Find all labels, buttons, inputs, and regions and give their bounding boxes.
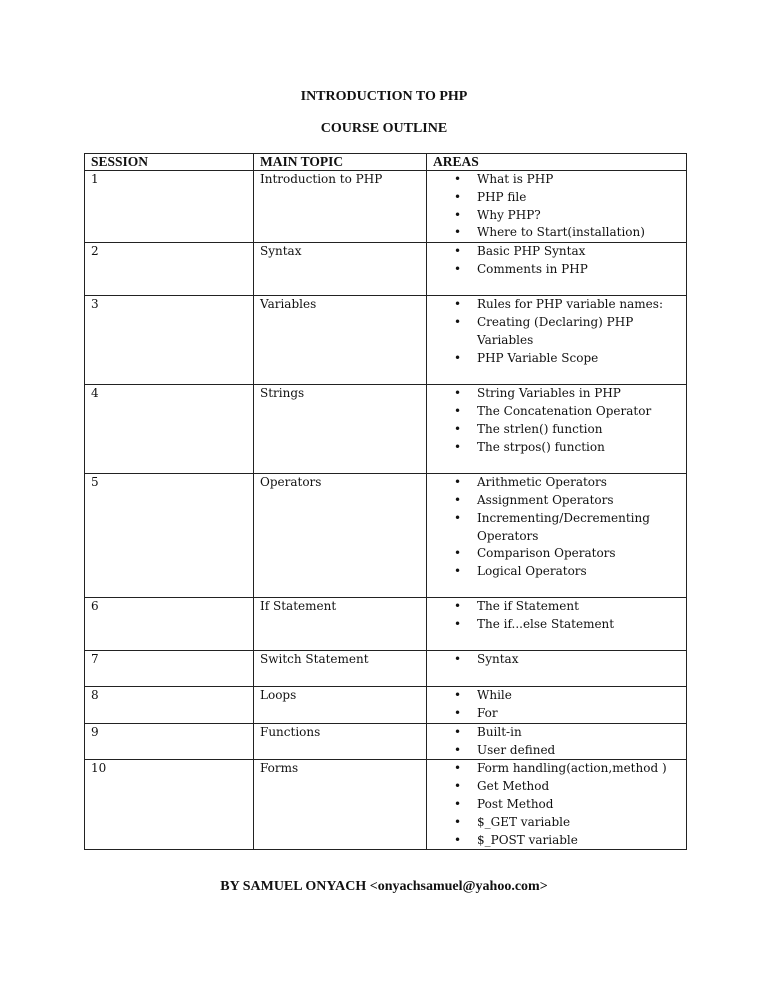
areas-list bbox=[433, 171, 680, 242]
area-text: Where to Start(installation) bbox=[477, 225, 645, 240]
area-text: The strlen() function bbox=[477, 421, 603, 436]
table-row bbox=[85, 598, 687, 651]
table-row bbox=[85, 385, 687, 474]
author-credit: BY SAMUEL ONYACH <onyachsamuel@yahoo.com> bbox=[220, 879, 548, 894]
area-text: $_GET variable bbox=[477, 814, 571, 829]
area-text: Form handling(action,method ) bbox=[477, 761, 667, 776]
session-number: 1 bbox=[85, 171, 254, 243]
session-number: 8 bbox=[85, 687, 254, 724]
area-text: Creating (Declaring) PHP Variables bbox=[477, 314, 634, 347]
bullet-icon: • bbox=[454, 616, 462, 631]
areas-cell bbox=[427, 651, 687, 687]
session-number: 10 bbox=[85, 760, 254, 850]
bullet-icon: • bbox=[454, 796, 462, 811]
areas-cell bbox=[427, 598, 687, 651]
main-topic: Syntax bbox=[254, 243, 427, 296]
list-item bbox=[433, 832, 680, 850]
bullet-icon: • bbox=[454, 261, 462, 276]
area-text: Comments in PHP bbox=[477, 261, 588, 276]
area-text: Arithmetic Operators bbox=[477, 475, 607, 490]
bullet-icon: • bbox=[454, 244, 462, 259]
bullet-icon: • bbox=[454, 814, 462, 829]
area-text: PHP file bbox=[477, 189, 527, 204]
area-text: Syntax bbox=[477, 652, 519, 667]
session-number: 5 bbox=[85, 474, 254, 598]
bullet-icon: • bbox=[454, 705, 462, 720]
main-topic: If Statement bbox=[254, 598, 427, 651]
list-item bbox=[433, 510, 680, 546]
session-number: 7 bbox=[85, 651, 254, 687]
bullet-icon: • bbox=[454, 439, 462, 454]
list-item bbox=[433, 474, 680, 492]
bullet-icon: • bbox=[454, 475, 462, 490]
bullet-icon: • bbox=[454, 761, 462, 776]
area-text: While bbox=[477, 688, 512, 703]
bullet-icon: • bbox=[454, 421, 462, 436]
list-item bbox=[433, 778, 680, 796]
areas-cell bbox=[427, 687, 687, 724]
header-main-topic: MAIN TOPIC bbox=[254, 154, 427, 171]
table-row bbox=[85, 760, 687, 850]
list-item bbox=[433, 207, 680, 225]
header-session: SESSION bbox=[85, 154, 254, 171]
table-row bbox=[85, 474, 687, 598]
area-text: Incrementing/Decrementing Operators bbox=[477, 510, 650, 543]
areas-list bbox=[433, 474, 680, 581]
area-text: $_POST variable bbox=[477, 832, 578, 847]
area-text: Basic PHP Syntax bbox=[477, 244, 586, 259]
bullet-icon: • bbox=[454, 742, 462, 757]
areas-cell bbox=[427, 474, 687, 598]
list-item bbox=[433, 421, 680, 439]
list-item bbox=[433, 545, 680, 563]
table-row bbox=[85, 243, 687, 296]
areas-list bbox=[433, 296, 680, 367]
area-text: Logical Operators bbox=[477, 564, 587, 579]
list-item bbox=[433, 350, 680, 368]
table-row bbox=[85, 651, 687, 687]
bullet-icon: • bbox=[454, 546, 462, 561]
main-topic: Functions bbox=[254, 723, 427, 760]
course-outline-table bbox=[84, 153, 687, 850]
table-row bbox=[85, 687, 687, 724]
session-number: 2 bbox=[85, 243, 254, 296]
bullet-icon: • bbox=[454, 297, 462, 312]
bullet-icon: • bbox=[454, 510, 462, 525]
bullet-icon: • bbox=[454, 225, 462, 240]
main-topic: Strings bbox=[254, 385, 427, 474]
list-item bbox=[433, 687, 680, 705]
areas-cell bbox=[427, 171, 687, 243]
main-topic: Loops bbox=[254, 687, 427, 724]
areas-list bbox=[433, 598, 680, 634]
list-item bbox=[433, 385, 680, 403]
areas-cell bbox=[427, 723, 687, 760]
list-item bbox=[433, 171, 680, 189]
areas-list bbox=[433, 385, 680, 456]
area-text: The if Statement bbox=[477, 599, 579, 614]
list-item bbox=[433, 563, 680, 581]
table-row bbox=[85, 723, 687, 760]
list-item bbox=[433, 261, 680, 279]
area-text: Comparison Operators bbox=[477, 546, 616, 561]
bullet-icon: • bbox=[454, 724, 462, 739]
document-subtitle: COURSE OUTLINE bbox=[320, 121, 448, 136]
list-item bbox=[433, 296, 680, 314]
bullet-icon: • bbox=[454, 832, 462, 847]
main-topic: Variables bbox=[254, 296, 427, 385]
area-text: Rules for PHP variable names: bbox=[477, 297, 663, 312]
areas-list bbox=[433, 687, 680, 723]
area-text: Get Method bbox=[477, 779, 550, 794]
list-item bbox=[433, 598, 680, 616]
area-text: The Concatenation Operator bbox=[477, 403, 652, 418]
session-number: 9 bbox=[85, 723, 254, 760]
table-row bbox=[85, 296, 687, 385]
list-item bbox=[433, 724, 680, 742]
table-header-row bbox=[85, 154, 687, 171]
bullet-icon: • bbox=[454, 189, 462, 204]
areas-list bbox=[433, 724, 680, 760]
bullet-icon: • bbox=[454, 350, 462, 365]
list-item bbox=[433, 616, 680, 634]
list-item bbox=[433, 705, 680, 723]
area-text: What is PHP bbox=[477, 172, 554, 186]
main-topic: Operators bbox=[254, 474, 427, 598]
bullet-icon: • bbox=[454, 564, 462, 579]
bullet-icon: • bbox=[454, 207, 462, 222]
bullet-icon: • bbox=[454, 172, 462, 186]
areas-list bbox=[433, 760, 680, 849]
bullet-icon: • bbox=[454, 599, 462, 614]
list-item bbox=[433, 492, 680, 510]
main-topic: Introduction to PHP bbox=[254, 171, 427, 243]
session-number: 4 bbox=[85, 385, 254, 474]
area-text: Assignment Operators bbox=[477, 492, 614, 507]
areas-list bbox=[433, 651, 680, 669]
area-text: The strpos() function bbox=[477, 439, 605, 454]
area-text: The if...else Statement bbox=[477, 616, 615, 631]
bullet-icon: • bbox=[454, 652, 462, 667]
bullet-icon: • bbox=[454, 314, 462, 329]
area-text: Why PHP? bbox=[477, 207, 541, 222]
table-row bbox=[85, 171, 687, 243]
bullet-icon: • bbox=[454, 688, 462, 703]
header-areas: AREAS bbox=[427, 154, 687, 171]
area-text: String Variables in PHP bbox=[477, 386, 621, 401]
session-number: 3 bbox=[85, 296, 254, 385]
area-text: Post Method bbox=[477, 796, 554, 811]
list-item bbox=[433, 224, 680, 242]
main-topic: Switch Statement bbox=[254, 651, 427, 687]
list-item bbox=[433, 403, 680, 421]
list-item bbox=[433, 189, 680, 207]
document-title: INTRODUCTION TO PHP bbox=[300, 89, 468, 104]
area-text: PHP Variable Scope bbox=[477, 350, 599, 365]
bullet-icon: • bbox=[454, 403, 462, 418]
list-item bbox=[433, 314, 680, 350]
area-text: Built-in bbox=[477, 724, 522, 739]
list-item bbox=[433, 742, 680, 760]
list-item bbox=[433, 439, 680, 457]
table-body bbox=[85, 171, 687, 850]
list-item bbox=[433, 243, 680, 261]
list-item bbox=[433, 760, 680, 778]
areas-cell bbox=[427, 760, 687, 850]
list-item bbox=[433, 651, 680, 669]
area-text: For bbox=[477, 705, 498, 720]
list-item bbox=[433, 796, 680, 814]
areas-cell bbox=[427, 385, 687, 474]
areas-cell bbox=[427, 296, 687, 385]
list-item bbox=[433, 814, 680, 832]
areas-list bbox=[433, 243, 680, 279]
bullet-icon: • bbox=[454, 779, 462, 794]
main-topic: Forms bbox=[254, 760, 427, 850]
bullet-icon: • bbox=[454, 492, 462, 507]
areas-cell bbox=[427, 243, 687, 296]
bullet-icon: • bbox=[454, 386, 462, 401]
area-text: User defined bbox=[477, 742, 556, 757]
session-number: 6 bbox=[85, 598, 254, 651]
